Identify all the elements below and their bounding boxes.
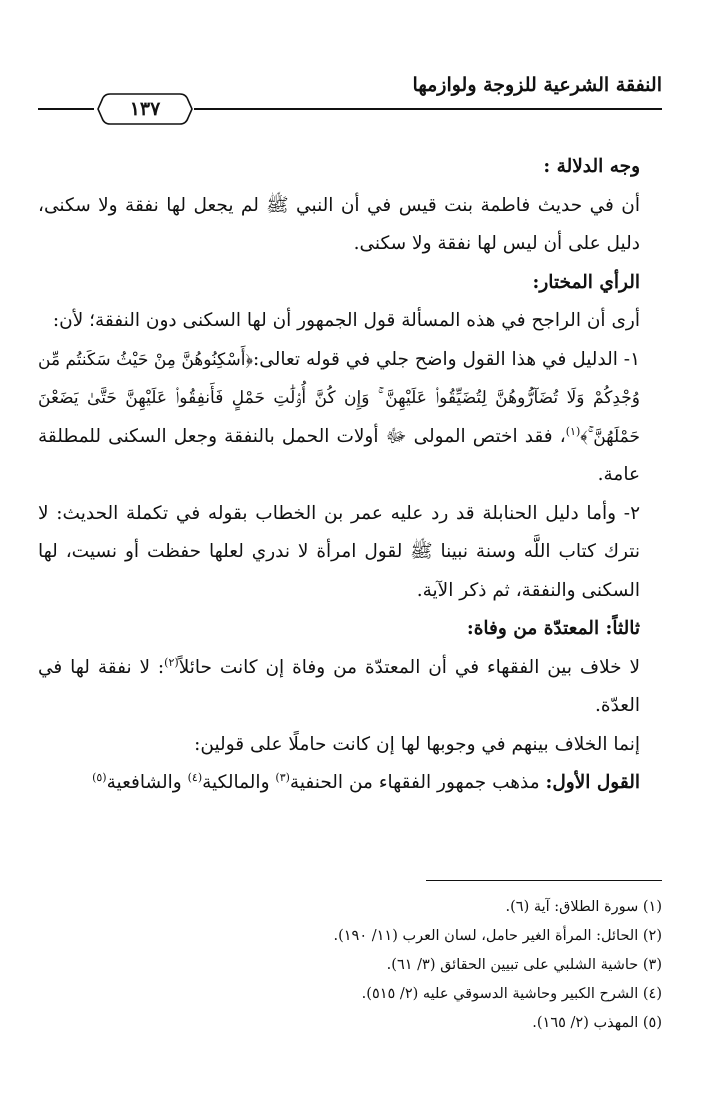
paragraph-3-rest: ، فقد اختص المولى ﷻ أولات الحمل بالنفقة وجعل السكنى للمطلقة عامة. (38, 425, 640, 485)
footnote-4: (٤) الشرح الكبير وحاشية الدسوقي عليه (٢/ ٥١٥). (361, 986, 662, 1002)
heading-wajh-dalala: وجه الدلالة : (543, 156, 640, 177)
main-text (38, 148, 662, 803)
paragraph-7-a: مذهب جمهور الفقهاء من الحنفية (289, 772, 546, 793)
paragraph-2: أرى أن الراجح في هذه المسألة قول الجمهور أن لها السكنى دون النفقة؛ لأن: (52, 310, 640, 331)
paragraph-3-intro: ١- الدليل في هذا القول واضح جلي في قوله تعالى: (253, 348, 640, 370)
footnote-ref-1: (١) (565, 424, 581, 438)
footnote-ref-4: (٤) (187, 770, 203, 784)
paragraph-4: ٢- وأما دليل الحنابلة قد رد عليه عمر بن الخطاب بقوله في تكملة الحديث: لا نترك كتاب اللَّه وسنة نبينا ﷺ لقول امرأة لا ندري لعلها حفظت أو نسيت، لها السكنى والنفقة، ثم ذكر الآية. (38, 502, 640, 601)
footnote-ref-3: (٣) (275, 770, 290, 784)
first-opinion-label: القول الأول: (545, 772, 640, 793)
paragraph-1: أن في حديث فاطمة بنت قيس في أن النبي ﷺ لم يجعل لها نفقة ولا سكنى، دليل على أن ليس لها نفقة ولا سكنى. (38, 194, 640, 254)
footnote-5: (٥) المهذب (٢/ ١٦٥). (532, 1015, 662, 1031)
footnote-separator (426, 880, 662, 881)
heading-raay-mukhtar: الرأي المختار: (532, 271, 640, 293)
page-number: ١٣٧ (129, 98, 161, 120)
heading-thalith: ثالثاً: المعتدّة من وفاة: (466, 618, 640, 639)
paragraph-7-b: والمالكية (202, 772, 276, 793)
paragraph-7 (38, 764, 662, 803)
paragraph-5 (38, 649, 662, 726)
quran-verse: ﴿أَسْكِنُوهُنَّ مِنْ حَيْثُ سَكَنتُم مِّن وُجْدِكُمْ وَلَا تُضَآرُّوهُنَّ لِتُضَيِّقُوا۟ عَلَيْهِنَّ ۚ وَإِن كُنَّ أُو۟لَٰتِ حَمْلٍ فَأَنفِقُوا۟ عَلَيْهِنَّ حَتَّىٰ يَضَعْنَ حَمْلَهُنَّ ۚ﴾ (38, 349, 640, 447)
header-rule (194, 108, 662, 110)
footnote-1: (١) سورة الطلاق: آية (٦). (505, 899, 662, 915)
footnote-2: (٢) الحائل: المرأة الغير حامل، لسان العرب (١١/ ١٩٠). (333, 928, 662, 944)
footnote-ref-2: (٢) (164, 655, 179, 669)
footnotes (38, 893, 662, 1038)
header-rule-left (38, 108, 94, 110)
running-header (38, 72, 662, 124)
paragraph-5-b: : لا نفقة لها في العدّة. (38, 656, 640, 716)
paragraph-7-c: والشافعية (106, 772, 188, 793)
paragraph-5-a: لا خلاف بين الفقهاء في أن المعتدّة من وفاة إن كانت حائلاً (178, 656, 640, 678)
footnote-ref-5: (٥) (92, 770, 107, 784)
paragraph-6: إنما الخلاف بينهم في وجوبها لها إن كانت حاملًا على قولين: (194, 733, 640, 755)
paragraph-3 (38, 341, 662, 495)
header-title: النفقة الشرعية للزوجة ولوازمها (412, 74, 662, 96)
page-number-frame (96, 92, 194, 126)
footnote-3: (٣) حاشية الشلبي على تبيين الحقائق (٣/ ٦١). (386, 957, 662, 973)
